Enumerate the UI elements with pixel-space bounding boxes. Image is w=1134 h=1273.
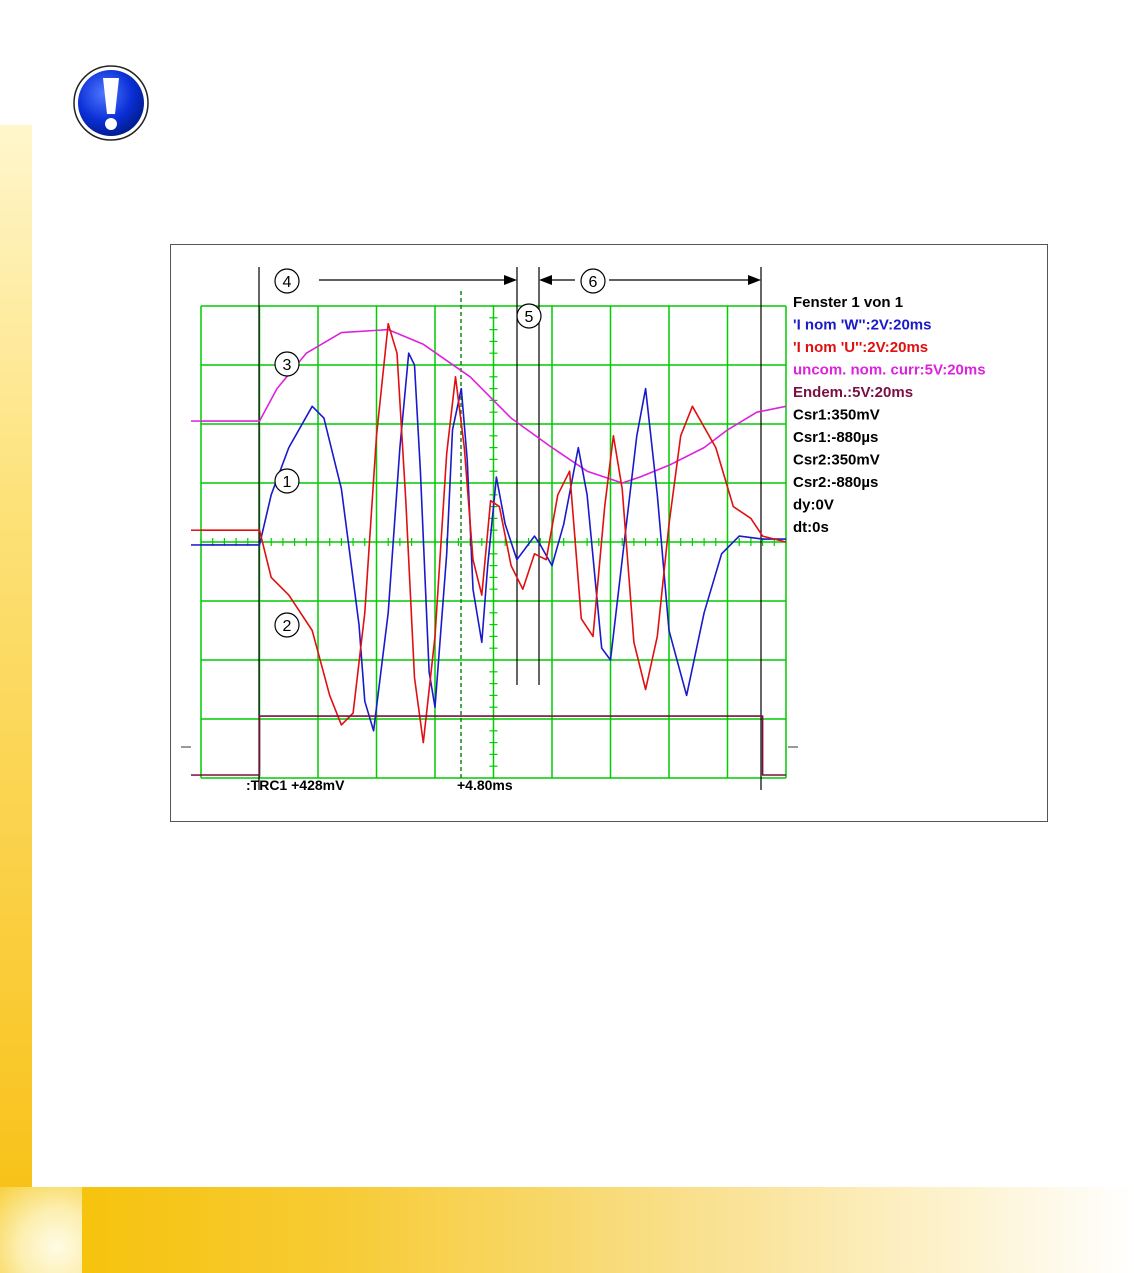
readout-line: Fenster 1 von 1: [793, 294, 904, 311]
callout-label: 1: [282, 474, 292, 491]
bottom-corner-glow: [0, 1187, 82, 1273]
trc-offset-label: :TRC1 +428mV: [246, 777, 345, 793]
readout-line: uncom. nom. curr:5V:20ms: [793, 361, 986, 379]
readout-panel: [793, 294, 986, 536]
exclamation-icon: [72, 64, 150, 142]
readout-line: dy:0V: [793, 496, 834, 514]
bottom-accent-band: [0, 1187, 1134, 1273]
trace-group: [191, 324, 786, 775]
callout-labels: [275, 269, 605, 637]
oscilloscope-chart: [171, 245, 1047, 821]
readout-line: Endem.:5V:20ms: [793, 384, 914, 401]
oscilloscope-panel: [170, 244, 1048, 822]
arrow-head: [504, 275, 517, 285]
callout-label: 5: [524, 309, 534, 326]
readout-line: Csr2:350mV: [793, 451, 880, 469]
arrow-head: [539, 275, 552, 285]
left-accent-stripe: [0, 125, 32, 1188]
readout-line: 'I nom 'W'':2V:20ms: [793, 316, 932, 334]
readout-line: dt:0s: [793, 519, 829, 536]
callout-label: 6: [588, 274, 598, 291]
readout-line: Csr2:-880µs: [793, 474, 879, 491]
scope-grid: [181, 291, 798, 778]
readout-line: Csr1:350mV: [793, 406, 880, 424]
arrow-head: [748, 275, 761, 285]
readout-line: 'I nom 'U'':2V:20ms: [793, 339, 929, 356]
callout-label: 2: [282, 618, 292, 635]
callout-label: 3: [282, 357, 292, 374]
readout-line: Csr1:-880µs: [793, 429, 879, 446]
time-offset-label: +4.80ms: [457, 777, 513, 793]
callout-label: 4: [282, 274, 292, 291]
interval-markers: [259, 267, 761, 790]
